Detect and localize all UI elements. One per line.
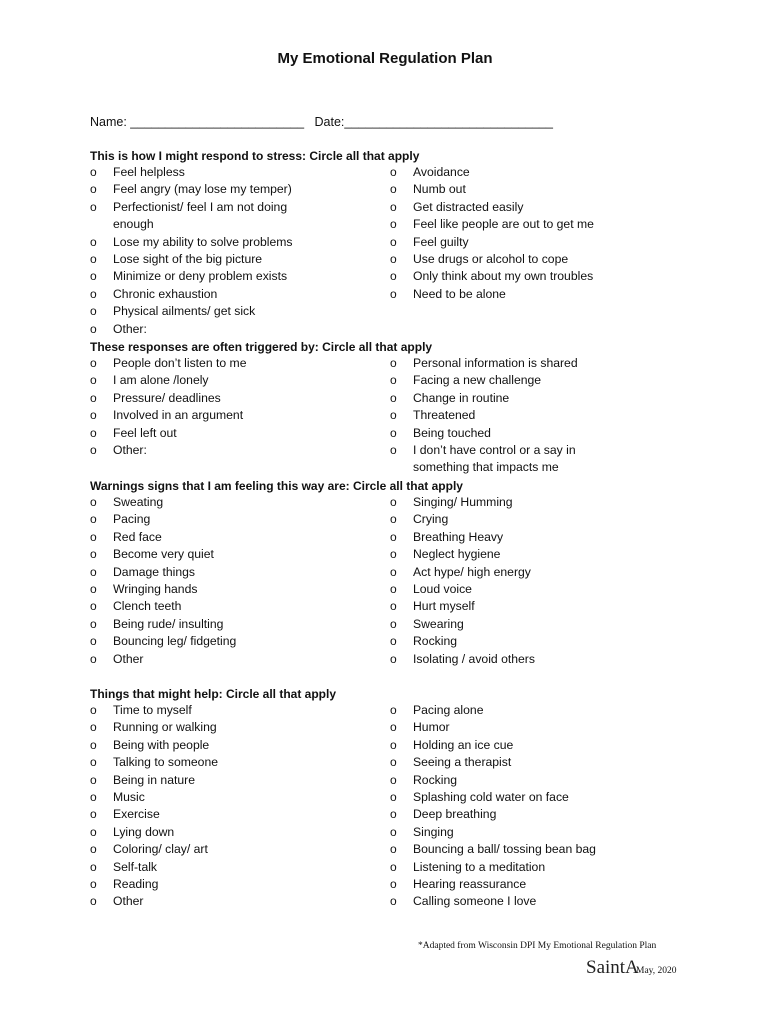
bullet-circle-icon: o xyxy=(90,807,97,822)
bullet-circle-icon: o xyxy=(90,876,97,891)
checklist-item[interactable] xyxy=(390,841,690,858)
checklist-item-label: Become very quiet xyxy=(113,547,214,562)
bullet-circle-icon: o xyxy=(90,199,97,214)
checklist-item-label: Running or walking xyxy=(113,720,217,735)
checklist-item-label: Physical ailments/ get sick xyxy=(113,304,256,319)
checklist-item-label: Bouncing a ball/ tossing bean bag xyxy=(413,842,596,857)
checklist-item[interactable] xyxy=(390,633,690,650)
checklist-item[interactable] xyxy=(90,806,390,823)
bullet-circle-icon: o xyxy=(90,442,97,457)
bullet-circle-icon: o xyxy=(390,286,397,301)
checklist-item[interactable] xyxy=(90,737,390,754)
bullet-circle-icon: o xyxy=(390,269,397,284)
checklist-item[interactable] xyxy=(390,268,690,285)
checklist-column-right xyxy=(390,494,690,668)
checklist-item-label: Hearing reassurance xyxy=(413,876,527,891)
bullet-circle-icon: o xyxy=(90,321,97,336)
bullet-circle-icon: o xyxy=(90,234,97,249)
bullet-circle-icon: o xyxy=(390,234,397,249)
checklist-item[interactable] xyxy=(390,772,690,789)
bullet-circle-icon: o xyxy=(90,789,97,804)
checklist-item-label: Chronic exhaustion xyxy=(113,286,218,301)
checklist-item-label: Perfectionist/ feel I am not doing enough xyxy=(113,199,288,232)
bullet-circle-icon: o xyxy=(90,269,97,284)
bullet-circle-icon: o xyxy=(90,581,97,596)
checklist-item[interactable] xyxy=(390,806,690,823)
bullet-circle-icon: o xyxy=(390,842,397,857)
bullet-circle-icon: o xyxy=(390,703,397,717)
bullet-circle-icon: o xyxy=(90,616,97,631)
checklist-item-label: Lose my ability to solve problems xyxy=(113,234,293,249)
checklist-item[interactable] xyxy=(390,407,690,424)
checklist-item[interactable] xyxy=(390,564,690,581)
checklist-item[interactable] xyxy=(390,876,690,893)
bullet-circle-icon: o xyxy=(390,581,397,596)
bullet-circle-icon: o xyxy=(90,859,97,874)
checklist-column-left xyxy=(90,355,390,459)
checklist-item[interactable] xyxy=(90,859,390,876)
checklist-item[interactable] xyxy=(90,719,390,736)
checklist-item-label: Neglect hygiene xyxy=(413,547,501,562)
bullet-circle-icon: o xyxy=(90,390,97,405)
bullet-circle-icon: o xyxy=(90,547,97,562)
checklist-item-label: Crying xyxy=(413,512,449,527)
checklist-item[interactable] xyxy=(90,494,390,511)
checklist-item-label: I am alone /lonely xyxy=(113,373,209,388)
checklist-item-label: Avoidance xyxy=(413,165,470,179)
checklist-item[interactable] xyxy=(90,511,390,528)
checklist-item-label: Feel guilty xyxy=(413,234,469,249)
checklist-item[interactable] xyxy=(90,303,390,320)
name-date-line: Name: _________________________ Date:______________________________ xyxy=(90,115,553,129)
bullet-circle-icon: o xyxy=(90,512,97,527)
checklist-item-label: Breathing Heavy xyxy=(413,529,504,544)
bullet-circle-icon: o xyxy=(390,425,397,440)
checklist-item[interactable] xyxy=(90,529,390,546)
checklist-item[interactable] xyxy=(390,598,690,615)
bullet-circle-icon: o xyxy=(390,720,397,735)
checklist-item[interactable] xyxy=(390,511,690,528)
bullet-circle-icon: o xyxy=(390,894,397,909)
bullet-circle-icon: o xyxy=(90,251,97,266)
checklist-item-label: Reading xyxy=(113,876,159,891)
bullet-circle-icon: o xyxy=(390,564,397,579)
checklist-item-label: Isolating / avoid others xyxy=(413,651,535,666)
checklist-item-label: Coloring/ clay/ art xyxy=(113,842,208,857)
bullet-circle-icon: o xyxy=(90,842,97,857)
checklist-item-label: Involved in an argument xyxy=(113,408,244,423)
checklist-item[interactable] xyxy=(90,564,390,581)
checklist-item[interactable] xyxy=(390,859,690,876)
bullet-circle-icon: o xyxy=(390,390,397,405)
checklist-item[interactable] xyxy=(390,893,690,910)
checklist-item[interactable] xyxy=(90,789,390,806)
bullet-circle-icon: o xyxy=(90,737,97,752)
bullet-circle-icon: o xyxy=(390,165,397,179)
checklist-item-label: Hurt myself xyxy=(413,599,475,614)
bullet-circle-icon: o xyxy=(390,824,397,839)
bullet-circle-icon: o xyxy=(390,859,397,874)
bullet-circle-icon: o xyxy=(390,199,397,214)
checklist-item[interactable] xyxy=(390,286,690,303)
bullet-circle-icon: o xyxy=(390,737,397,752)
bullet-circle-icon: o xyxy=(90,634,97,649)
checklist-item-label: Feel angry (may lose my temper) xyxy=(113,182,292,197)
checklist-column-left xyxy=(90,494,390,668)
checklist-item-label: Holding an ice cue xyxy=(413,737,514,752)
checklist-item-label: Clench teeth xyxy=(113,599,182,614)
checklist-item[interactable] xyxy=(90,616,390,633)
checklist-item[interactable] xyxy=(90,425,390,442)
checklist-item-label: Red face xyxy=(113,529,162,544)
checklist-item[interactable] xyxy=(390,737,690,754)
checklist-item[interactable] xyxy=(90,407,390,424)
checklist-item-label: Feel helpless xyxy=(113,165,185,179)
checklist-item[interactable] xyxy=(390,719,690,736)
checklist-item-label: Being in nature xyxy=(113,772,195,787)
bullet-circle-icon: o xyxy=(90,564,97,579)
checklist-item-label: Rocking xyxy=(413,772,458,787)
checklist-item-label: Bouncing leg/ fidgeting xyxy=(113,634,237,649)
checklist-item[interactable] xyxy=(390,425,690,442)
footer-credit: *Adapted from Wisconsin DPI My Emotional Regulation Plan xyxy=(418,941,657,951)
bullet-circle-icon: o xyxy=(90,703,97,717)
checklist-item-label: Only think about my own troubles xyxy=(413,269,594,284)
bullet-circle-icon: o xyxy=(390,373,397,388)
checklist-item-label: Singing xyxy=(413,824,454,839)
bullet-circle-icon: o xyxy=(90,651,97,666)
checklist-item[interactable] xyxy=(390,529,690,546)
checklist-item[interactable] xyxy=(90,702,390,719)
checklist-item-label: Minimize or deny problem exists xyxy=(113,269,288,284)
bullet-circle-icon: o xyxy=(390,547,397,562)
bullet-circle-icon: o xyxy=(90,529,97,544)
checklist-item[interactable] xyxy=(390,494,690,511)
checklist-item[interactable] xyxy=(390,754,690,771)
checklist-item-label: Facing a new challenge xyxy=(413,373,542,388)
section-heading: These responses are often triggered by: Circle all that apply xyxy=(90,340,433,354)
checklist-item[interactable] xyxy=(390,442,690,477)
bullet-circle-icon: o xyxy=(390,634,397,649)
bullet-circle-icon: o xyxy=(90,772,97,787)
bullet-circle-icon: o xyxy=(390,442,397,457)
checklist-item-label: Loud voice xyxy=(413,581,472,596)
checklist-item[interactable] xyxy=(90,442,390,459)
checklist-item-label: Pacing alone xyxy=(413,703,484,717)
checklist-item[interactable] xyxy=(90,181,390,198)
checklist-item[interactable] xyxy=(90,390,390,407)
checklist-item-label: Rocking xyxy=(413,634,458,649)
footer-date: May, 2020 xyxy=(636,966,677,976)
checklist-item-label: Being rude/ insulting xyxy=(113,616,224,631)
bullet-circle-icon: o xyxy=(90,356,97,370)
checklist-item-label: Use drugs or alcohol to cope xyxy=(413,251,569,266)
checklist-item-label: Calling someone I love xyxy=(413,894,537,909)
checklist-item[interactable] xyxy=(390,355,690,372)
checklist-item[interactable] xyxy=(390,199,690,216)
bullet-circle-icon: o xyxy=(90,720,97,735)
bullet-circle-icon: o xyxy=(90,182,97,197)
checklist-item-label: Pacing xyxy=(113,512,151,527)
checklist-item-label: Being touched xyxy=(413,425,491,440)
section-heading: This is how I might respond to stress: Circle all that apply xyxy=(90,149,420,163)
bullet-circle-icon: o xyxy=(90,373,97,388)
checklist-item[interactable] xyxy=(390,581,690,598)
bullet-circle-icon: o xyxy=(90,894,97,909)
checklist-item-label: Self-talk xyxy=(113,859,158,874)
checklist-item-label: Change in routine xyxy=(413,390,510,405)
checklist-item-label: Wringing hands xyxy=(113,581,198,596)
checklist-item[interactable] xyxy=(90,633,390,650)
checklist-item-label: Damage things xyxy=(113,564,195,579)
checklist-item-label: Seeing a therapist xyxy=(413,755,512,770)
checklist-item[interactable] xyxy=(90,251,390,268)
checklist-item-label: Singing/ Humming xyxy=(413,495,513,509)
checklist-item[interactable] xyxy=(390,616,690,633)
bullet-circle-icon: o xyxy=(390,651,397,666)
bullet-circle-icon: o xyxy=(90,304,97,319)
checklist-item[interactable] xyxy=(390,546,690,563)
checklist-item-label: Talking to someone xyxy=(113,755,219,770)
checklist-item[interactable] xyxy=(90,546,390,563)
checklist-item-label: Feel like people are out to get me xyxy=(413,217,594,232)
checklist-item[interactable] xyxy=(390,390,690,407)
checklist-item-label: Being with people xyxy=(113,737,210,752)
section-heading: Warnings signs that I am feeling this way are: Circle all that apply xyxy=(90,479,463,493)
bullet-circle-icon: o xyxy=(390,529,397,544)
checklist-item[interactable] xyxy=(90,164,390,181)
checklist-item-label: Music xyxy=(113,789,145,804)
bullet-circle-icon: o xyxy=(390,408,397,423)
checklist-item-label: Other xyxy=(113,651,144,666)
checklist-item[interactable] xyxy=(90,754,390,771)
bullet-circle-icon: o xyxy=(90,599,97,614)
checklist-item[interactable] xyxy=(90,286,390,303)
bullet-circle-icon: o xyxy=(390,512,397,527)
checklist-item[interactable] xyxy=(90,876,390,893)
bullet-circle-icon: o xyxy=(90,495,97,509)
bullet-circle-icon: o xyxy=(390,789,397,804)
checklist-item-label: I don’t have control or a say in something that impacts me xyxy=(413,442,576,475)
checklist-item[interactable] xyxy=(90,234,390,251)
checklist-item-label: People don’t listen to me xyxy=(113,356,247,370)
checklist-item[interactable] xyxy=(390,164,690,181)
bullet-circle-icon: o xyxy=(90,165,97,179)
checklist-item-label: Pressure/ deadlines xyxy=(113,390,221,405)
checklist-item-label: Listening to a meditation xyxy=(413,859,546,874)
bullet-circle-icon: o xyxy=(390,599,397,614)
checklist-item[interactable] xyxy=(90,321,390,338)
checklist-item[interactable] xyxy=(90,581,390,598)
bullet-circle-icon: o xyxy=(390,182,397,197)
checklist-item-label: Deep breathing xyxy=(413,807,497,822)
checklist-item-label: Threatened xyxy=(413,408,476,423)
checklist-item-label: Sweating xyxy=(113,495,164,509)
bullet-circle-icon: o xyxy=(390,807,397,822)
checklist-item[interactable] xyxy=(90,598,390,615)
checklist-item[interactable] xyxy=(90,841,390,858)
bullet-circle-icon: o xyxy=(390,495,397,509)
bullet-circle-icon: o xyxy=(390,772,397,787)
checklist-item-label: Humor xyxy=(413,720,450,735)
checklist-item[interactable] xyxy=(390,251,690,268)
bullet-circle-icon: o xyxy=(390,876,397,891)
bullet-circle-icon: o xyxy=(90,755,97,770)
checklist-item[interactable] xyxy=(90,372,390,389)
checklist-item-label: Exercise xyxy=(113,807,160,822)
bullet-circle-icon: o xyxy=(390,217,397,232)
checklist-item-label: Need to be alone xyxy=(413,286,506,301)
checklist-item[interactable] xyxy=(90,893,390,910)
checklist-item[interactable] xyxy=(90,355,390,372)
checklist-item-label: Lying down xyxy=(113,824,175,839)
checklist-item-label: Numb out xyxy=(413,182,466,197)
checklist-item-label: Time to myself xyxy=(113,703,192,717)
checklist-item-label: Other: xyxy=(113,321,147,336)
checklist-item-label: Feel left out xyxy=(113,425,177,440)
checklist-item[interactable] xyxy=(390,234,690,251)
checklist-item[interactable] xyxy=(390,216,690,233)
checklist-item[interactable] xyxy=(390,789,690,806)
checklist-item[interactable] xyxy=(90,651,390,668)
checklist-item-label: Other: xyxy=(113,442,147,457)
checklist-item[interactable] xyxy=(390,372,690,389)
checklist-item-label: Other xyxy=(113,894,144,909)
bullet-circle-icon: o xyxy=(90,408,97,423)
checklist-column-left xyxy=(90,702,390,911)
bullet-circle-icon: o xyxy=(390,356,397,370)
bullet-circle-icon: o xyxy=(390,251,397,266)
section-heading: Things that might help: Circle all that apply xyxy=(90,687,337,701)
checklist-column-right xyxy=(390,702,690,911)
checklist-item[interactable] xyxy=(90,268,390,285)
checklist-item-label: Get distracted easily xyxy=(413,199,524,214)
checklist-column-right xyxy=(390,355,690,477)
checklist-column-left xyxy=(90,164,390,338)
checklist-item[interactable] xyxy=(90,772,390,789)
bullet-circle-icon: o xyxy=(390,755,397,770)
bullet-circle-icon: o xyxy=(90,425,97,440)
bullet-circle-icon: o xyxy=(90,286,97,301)
checklist-item[interactable] xyxy=(90,824,390,841)
bullet-circle-icon: o xyxy=(90,824,97,839)
checklist-column-right xyxy=(390,164,690,303)
checklist-item-label: Swearing xyxy=(413,616,464,631)
checklist-item[interactable] xyxy=(390,824,690,841)
checklist-item[interactable] xyxy=(90,199,390,234)
checklist-item-label: Splashing cold water on face xyxy=(413,789,569,804)
saint-a-logo: SaintA xyxy=(586,957,639,978)
checklist-item-label: Act hype/ high energy xyxy=(413,564,531,579)
page-title: My Emotional Regulation Plan xyxy=(277,50,493,67)
checklist-item-label: Personal information is shared xyxy=(413,356,578,370)
bullet-circle-icon: o xyxy=(390,616,397,631)
checklist-item[interactable] xyxy=(390,651,690,668)
checklist-item[interactable] xyxy=(390,702,690,719)
checklist-item-label: Lose sight of the big picture xyxy=(113,251,263,266)
checklist-item[interactable] xyxy=(390,181,690,198)
